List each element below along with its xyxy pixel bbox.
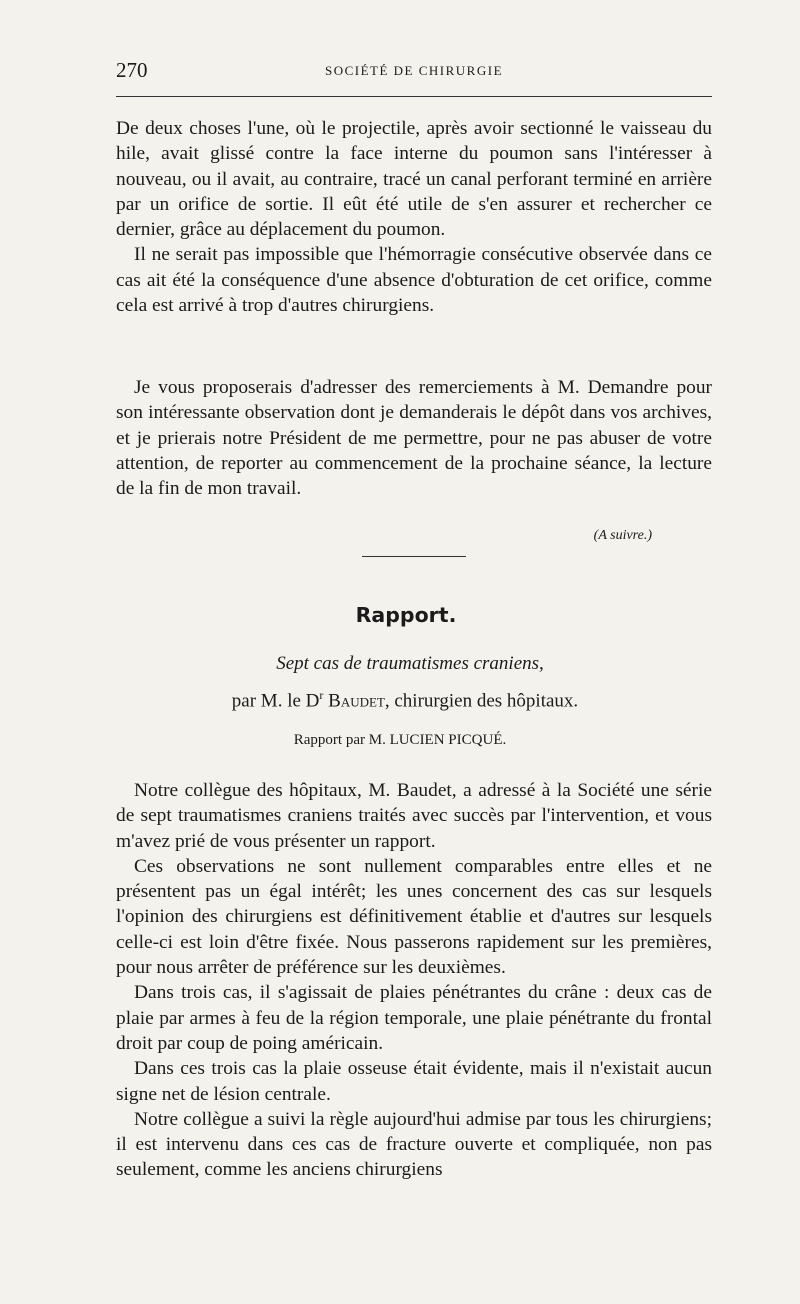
running-head: SOCIÉTÉ DE CHIRURGIE xyxy=(324,63,504,78)
text-block-closing xyxy=(116,375,712,501)
author-line xyxy=(0,688,800,712)
header-rule xyxy=(116,96,712,97)
section-title: Rapport. xyxy=(355,603,457,627)
paragraph: Notre collègue des hôpitaux, M. Baudet, a adressé à la Société une série de sept traumatismes craniens traités avec succès par l'intervention, et vous m'avez prié de vous présenter un rapport. xyxy=(116,780,712,852)
reporter-line: Rapport par M. LUCIEN PICQUÉ. xyxy=(293,732,507,748)
paragraph: Je vous proposerais d'adresser des remerciements à M. Demandre pour son intéressante observation dont je demanderais le dépôt dans vos archives, et je prierais notre Président de me permettre, pour ne pas abuser de votre attention, de reporter au commencement de la prochaine séance, la lecture de la fin de mon travail. xyxy=(116,377,712,500)
author-name: Baudet xyxy=(328,690,385,712)
text-block-discussion xyxy=(116,116,712,318)
paragraph: Ces observations ne sont nullement comparables entre elles et ne présentent pas un égal intérêt; les unes concernent des cas sur lesquels l'opinion des chirurgiens est définitivement établie et d'autres sur lesquels celle-ci est loin d'être fixée. Nous passerons rapidement sur les premières, pour nous arrêter de préférence sur les deuxièmes. xyxy=(116,855,712,979)
section-divider xyxy=(362,556,466,557)
continued-note: (A suivre.) xyxy=(593,528,652,543)
text-block-report xyxy=(116,778,712,1183)
paragraph: Notre collègue a suivi la règle aujourd'hui admise par tous les chirurgiens; il est intervenu dans ces cas de fracture ouverte et compliquée, non pas seulement, comme les anciens chirurgiens xyxy=(116,1108,712,1181)
page-number: 270 xyxy=(116,58,148,82)
report-subtitle: Sept cas de traumatismes craniens, xyxy=(276,653,544,674)
page-header xyxy=(116,58,712,88)
paragraph: Dans trois cas, il s'agissait de plaies pénétrantes du crâne : deux cas de plaie par armes à feu de la région temporale, une plaie pénétrante du frontal droit par coup de poing américain. xyxy=(116,982,712,1054)
author-prefix: par M. le D xyxy=(231,690,320,712)
author-sup: r xyxy=(319,688,324,702)
paragraph: De deux choses l'une, où le projectile, après avoir sectionné le vaisseau du hile, avait glissé contre la face interne du poumon sans l'intéresser à nouveau, ou il avait, au contraire, tracé un canal perforant terminé en arrière par un orifice de sortie. Il eût été utile de s'en assurer et rechercher ce dernier, grâce au déplacement du poumon. xyxy=(116,118,712,241)
paragraph: Dans ces trois cas la plaie osseuse était évidente, mais il n'existait aucun signe net de lésion centrale. xyxy=(116,1058,712,1105)
paragraph: Il ne serait pas impossible que l'hémorragie consécutive observée dans ce cas ait été la conséquence d'une absence d'obturation de cet orifice, comme cela est arrivé à trop d'autres chirurgiens. xyxy=(116,244,712,317)
author-suffix: , chirurgien des hôpitaux. xyxy=(384,690,579,712)
